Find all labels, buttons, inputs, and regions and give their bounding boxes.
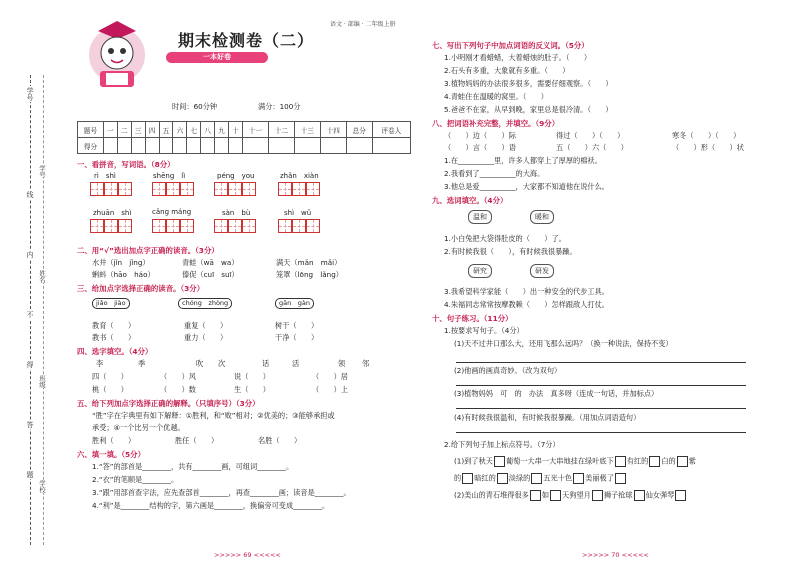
punctuation-box[interactable]	[675, 490, 686, 501]
fill-blank-question[interactable]: 3.他总是爱__________，大家都不知道他在说什么。	[444, 182, 609, 191]
section-1-title: 一、看拼音，写词语。（8分）	[77, 160, 175, 169]
punctuation-box[interactable]	[497, 473, 508, 484]
score-table-header-cell: 三	[131, 122, 145, 138]
binding-label: 线	[26, 191, 34, 198]
fill-blank-question[interactable]: 1.在__________里，许多人都穿上了厚厚的棉袄。	[444, 156, 602, 165]
fill-blank-question[interactable]: 2.我看到了__________的大海。	[444, 169, 545, 178]
reading-choice[interactable]: 满天（mǎn mǎi）	[276, 258, 342, 267]
reading-choice[interactable]: 笼罩（lōng lǎng）	[276, 270, 343, 279]
sentence-question: (3)植物妈妈 可 的 办法 真多呀（连成一句话，并加标点）	[454, 389, 659, 398]
sentence-fragment: 白的	[661, 456, 676, 466]
answer-blank[interactable]: 名胜（ ）	[258, 436, 302, 445]
section-3-title: 三、给加点字选择正确的读音。（3分）	[77, 284, 205, 293]
score-cell[interactable]	[215, 138, 229, 154]
punctuation-box[interactable]	[494, 456, 505, 467]
section-10-title: 十、句子练习。（11分）	[432, 314, 513, 323]
writing-grid[interactable]	[278, 182, 320, 196]
score-cell[interactable]	[201, 138, 215, 154]
punctuation-sentence-1-cont	[454, 473, 627, 484]
word-option: 话	[262, 359, 270, 368]
binding-label: 学号	[26, 87, 34, 101]
pinyin-prompt: zhǎn xiàn	[280, 172, 319, 180]
sentence-fragment: 天狗望月	[562, 490, 591, 500]
section-4-title: 四、选字填空。（4分）	[77, 347, 153, 356]
sub-question-title: 1.按要求写句子。（4分）	[444, 326, 524, 335]
punctuation-sentence-2	[454, 490, 687, 501]
binding-label: 题	[26, 471, 34, 478]
writing-grid[interactable]	[214, 219, 256, 233]
idiom-blank[interactable]: 五（ ）六（ ）	[556, 143, 628, 152]
word-option: 吹	[196, 359, 204, 368]
section-5-title: 五、给下列加点字选择正确的解释。（只填序号）（3分）	[77, 399, 260, 408]
antonym-question[interactable]: 2.石头有多重，大象就有多重。（ ）	[444, 66, 570, 75]
punctuation-box[interactable]	[634, 490, 645, 501]
section-9-title: 九、选词填空。（4分）	[432, 196, 508, 205]
answer-line[interactable]	[456, 362, 746, 363]
pinyin-prompt: rì shì	[94, 172, 116, 180]
course-info: 语文 · 部编 · 二年级上册	[330, 21, 396, 28]
class-label: 班级	[38, 375, 46, 388]
sentence-fragment: 的	[454, 473, 462, 483]
writing-grid[interactable]	[214, 182, 256, 196]
full-score-label: 满分：100分	[258, 102, 301, 111]
idiom-blank[interactable]: 寒冬（ ）（ ）	[672, 131, 741, 140]
writing-grid[interactable]	[278, 219, 320, 233]
sentence-question: (2)他画的画真奇妙。（改为双句）	[454, 366, 562, 375]
antonym-question[interactable]: 4.青蛙住在温暖的窝里。（ ）	[444, 92, 548, 101]
sentence-fragment: 葡萄一大串一大串地挂在绿叶底下	[505, 456, 614, 466]
question-text: “胜”字在字典里有如下解释：①胜利，和“败”相对；②优美的；③能够承担或	[92, 411, 335, 420]
pinyin-option-box: chóng zhòng	[178, 298, 232, 309]
answer-blank[interactable]: 生（ ）	[234, 385, 270, 394]
school-label: 学校	[38, 480, 46, 493]
answer-blank[interactable]: 说（ ）	[234, 372, 270, 381]
word-choice-box: 研究	[468, 264, 492, 278]
punctuation-box[interactable]	[531, 473, 542, 484]
score-table-header-cell: 九	[215, 122, 229, 138]
word-choice-box: 研发	[530, 264, 554, 278]
sentence-fragment: 狮子抢球	[603, 490, 633, 500]
score-table-header-cell: 二	[117, 122, 131, 138]
punctuation-box[interactable]	[592, 490, 603, 501]
score-table	[77, 121, 411, 154]
question-text: 承受；④一个比另一个优越。	[92, 423, 185, 432]
score-cell[interactable]	[173, 138, 187, 154]
score-table-header-cell: 四	[145, 122, 159, 138]
score-cell[interactable]	[131, 138, 145, 154]
brand-tag: 一本好卷	[166, 52, 268, 63]
writing-grid[interactable]	[90, 219, 132, 233]
punctuation-sentence-1	[454, 456, 696, 467]
punctuation-box[interactable]	[615, 473, 626, 484]
fill-blank-question[interactable]: 4.朱福同志常常按摩教赖（ ）怎样跟敌人打仗。	[444, 300, 609, 309]
writing-grid[interactable]	[152, 182, 194, 196]
score-cell[interactable]	[117, 138, 131, 154]
student-id-label: 学号	[38, 165, 46, 178]
pinyin-prompt: zhuān shì	[93, 209, 132, 217]
answer-blank[interactable]: 桃（ ）	[92, 385, 128, 394]
writing-grid[interactable]	[152, 219, 194, 233]
punctuation-box[interactable]	[550, 490, 561, 501]
punctuation-box[interactable]	[530, 490, 541, 501]
antonym-question[interactable]: 3.植物妈妈的办法很多很多，需要仔细观察。（ ）	[444, 79, 613, 88]
score-table-score-row	[78, 138, 411, 154]
reading-choice[interactable]: 蝌蚪（hāo háo）	[92, 270, 155, 279]
punctuation-box[interactable]	[649, 456, 660, 467]
score-table-header-cell: 十二	[268, 122, 294, 138]
answer-blank[interactable]: 树干（ ）	[275, 321, 319, 330]
word-choice-box: 温和	[468, 210, 492, 224]
score-table-header-cell: 十三	[294, 122, 320, 138]
answer-line[interactable]	[456, 408, 746, 409]
section-6-title: 六、填一填。（5分）	[77, 450, 145, 459]
binding-strip	[0, 0, 62, 562]
fill-blank-question[interactable]: 3.“跟”用部首查字法，应先查部首________，再查________画；读音是________。	[92, 488, 351, 497]
answer-blank[interactable]: 胜利（ ）	[92, 436, 136, 445]
pinyin-prompt: shēng lì	[153, 172, 186, 180]
word-option: 活	[292, 359, 300, 368]
answer-blank[interactable]: 胜任（ ）	[175, 436, 219, 445]
antonym-question[interactable]: 1.小明刚才看蜡蜡，大着蜡烛的肚子。（ ）	[444, 53, 592, 62]
sentence-question: (1)天不过井口那么大，还用飞那么远吗？（换一种说法，保持不变）	[454, 339, 673, 348]
idiom-blank[interactable]: （ ）边（ ）际	[444, 131, 516, 140]
score-table-header-cell: 七	[187, 122, 201, 138]
answer-blank[interactable]: 教书（ ）	[92, 333, 136, 342]
score-cell[interactable]	[145, 138, 159, 154]
answer-line[interactable]	[456, 385, 746, 386]
pinyin-prompt: sàn bù	[222, 209, 251, 217]
punctuation-box[interactable]	[677, 456, 688, 467]
sub-question-title: 2.给下列句子加上标点符号。（7分）	[444, 440, 560, 449]
score-cell[interactable]	[187, 138, 201, 154]
score-table-header-cell: 十四	[320, 122, 346, 138]
fill-blank-question[interactable]: 3.我希望科学家能（ ）出一种安全的代步工具。	[444, 287, 609, 296]
sentence-fragment: 美丽极了	[585, 473, 614, 483]
sentence-fragment: (1)到了秋天	[454, 456, 493, 466]
antonym-question[interactable]: 5.爸爸不在家，从早到晚，家里总是很冷清。（ ）	[444, 105, 613, 114]
sentence-fragment: 如	[541, 490, 550, 500]
mascot-illustration	[84, 15, 150, 95]
word-option: 季	[138, 359, 146, 368]
score-cell[interactable]	[346, 138, 372, 154]
score-table-header-cell: 十	[228, 122, 242, 138]
idiom-blank[interactable]: 得过（ ）（ ）	[556, 131, 625, 140]
score-cell[interactable]	[242, 138, 268, 154]
score-table-header-cell: 六	[173, 122, 187, 138]
pinyin-prompt: péng you	[217, 172, 255, 180]
sentence-fragment: 仙女弹琴	[645, 490, 675, 500]
answer-blank[interactable]: 教育（ ）	[92, 321, 136, 330]
score-table-header-cell: 评卷人	[372, 122, 410, 138]
score-table-header-cell: 五	[159, 122, 173, 138]
answer-blank[interactable]: 干净（ ）	[275, 333, 319, 342]
punctuation-box[interactable]	[615, 456, 626, 467]
sentence-question: (4)有时候我很温和，有时候我很暴躁。（用加点词语造句）	[454, 413, 641, 422]
answer-blank[interactable]: （ ）风	[160, 372, 196, 381]
score-cell[interactable]	[228, 138, 242, 154]
page-number-right: >>>>> 70 <<<<<	[582, 551, 649, 559]
word-option: 邻	[362, 359, 370, 368]
score-table-header-cell: 一	[103, 122, 117, 138]
score-table-header-cell: 题号	[78, 122, 104, 138]
word-option: 次	[218, 359, 226, 368]
fill-blank-question[interactable]: 1.小白兔把大袋得肚皮的（ ）了。	[444, 234, 566, 243]
reading-choice[interactable]: 青蛙（wā wa）	[182, 258, 239, 267]
page-title: 期末检测卷（二）	[178, 31, 315, 50]
answer-blank[interactable]: 重力（ ）	[184, 333, 228, 342]
pinyin-prompt: shì wǔ	[284, 209, 312, 217]
binding-label: 不	[26, 311, 34, 318]
sentence-fragment: (2)美山的青石堆得很多	[454, 490, 529, 500]
score-cell[interactable]	[372, 138, 410, 154]
idiom-blank[interactable]: （ ）言（ ）语	[444, 143, 516, 152]
binding-label: 内	[26, 251, 34, 258]
section-7-title: 七、写出下列句子中加点词语的反义词。（5分）	[432, 41, 589, 50]
answer-blank[interactable]: （ ）居	[312, 372, 348, 381]
fill-blank-question[interactable]: 2.“衣”的笔顺是________。	[92, 475, 179, 484]
answer-blank[interactable]: 四（ ）	[92, 372, 128, 381]
answer-blank[interactable]: 重复（ ）	[184, 321, 228, 330]
score-cell[interactable]	[320, 138, 346, 154]
time-label: 时间：60分钟	[172, 102, 218, 111]
pinyin-prompt: cǎng máng	[152, 208, 192, 216]
fill-blank-question[interactable]: 2.有时候我很（ ），有时候我很暴躁。	[444, 247, 577, 256]
score-cell[interactable]	[294, 138, 320, 154]
student-name-label: 姓名	[38, 270, 46, 283]
idiom-blank[interactable]: （ ）形（ ）状	[672, 143, 744, 152]
punctuation-box[interactable]	[573, 473, 584, 484]
score-row-label: 得分	[78, 138, 104, 154]
writing-grid[interactable]	[90, 182, 132, 196]
score-cell[interactable]	[268, 138, 294, 154]
answer-line[interactable]	[456, 432, 746, 433]
page-number-left: >>>>> 69 <<<<<	[214, 551, 281, 559]
answer-blank[interactable]: （ ）数	[160, 385, 196, 394]
word-choice-box: 暖和	[530, 210, 554, 224]
pinyin-option-box: jiǎo jiào	[92, 298, 130, 309]
score-table-header-cell: 十一	[242, 122, 268, 138]
sentence-fragment: 淡绿的	[508, 473, 531, 483]
sentence-fragment: 紫	[688, 456, 696, 466]
score-cell[interactable]	[159, 138, 173, 154]
section-2-title: 二、用“√”选出加点字正确的读音。（3分）	[77, 246, 219, 255]
binding-dashed-line-inner	[43, 75, 44, 545]
punctuation-box[interactable]	[462, 473, 473, 484]
sentence-fragment: 暗红的	[474, 473, 496, 483]
reading-choice[interactable]: 傣促（cuī suī）	[182, 270, 239, 279]
word-option: 领	[338, 359, 346, 368]
fill-blank-question[interactable]: 4.“利”是________结构的字，第六画是________，换偏旁可变成________。	[92, 501, 330, 510]
reading-choice[interactable]: 水井（jǐn jǐng）	[92, 258, 150, 267]
score-table-header-cell: 总分	[346, 122, 372, 138]
score-table-header-row	[78, 122, 411, 138]
answer-blank[interactable]: （ ）上	[312, 385, 348, 394]
pinyin-option-box: gān gàn	[275, 298, 314, 309]
section-8-title: 八、把词语补充完整，并填空。（9分）	[432, 119, 560, 128]
sentence-fragment: 有红的	[626, 456, 649, 466]
binding-label: 得	[26, 361, 34, 368]
score-table-header-cell: 八	[201, 122, 215, 138]
fill-blank-question[interactable]: 1.“答”的部首是________，共有________画，可组词________。	[92, 462, 294, 471]
sentence-fragment: 五光十色	[543, 473, 573, 483]
binding-label: 答	[26, 421, 34, 428]
word-option: 李	[96, 359, 104, 368]
score-cell[interactable]	[103, 138, 117, 154]
